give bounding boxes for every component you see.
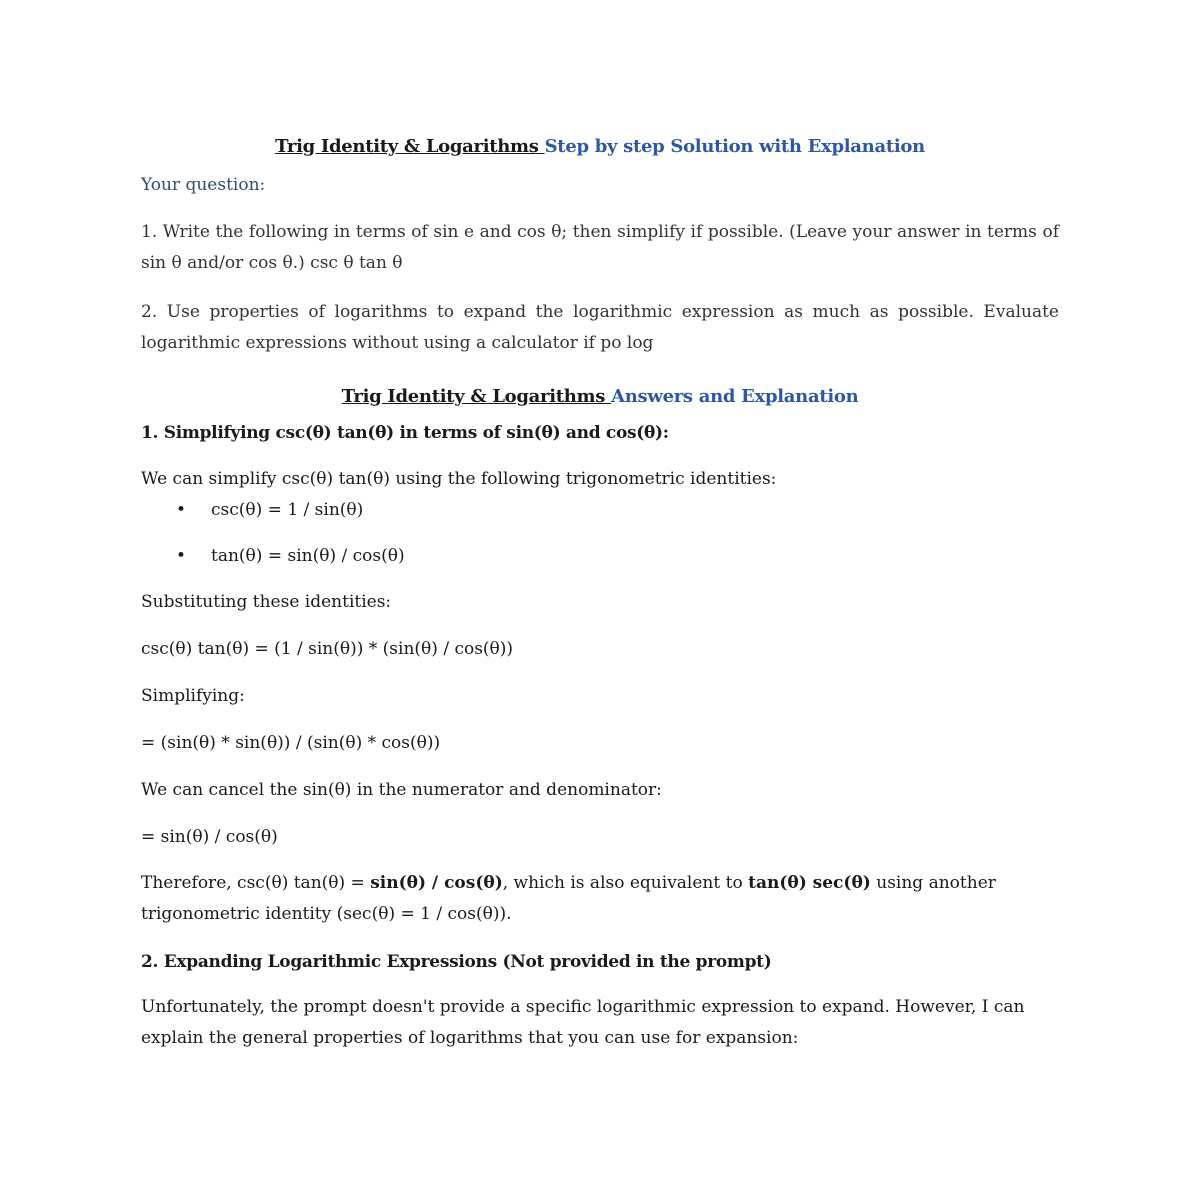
identity-list bbox=[141, 495, 1059, 571]
result-equation: = sin(θ) / cos(θ) bbox=[141, 827, 278, 847]
conclusion-result-bold: sin(θ) / cos(θ) bbox=[370, 873, 503, 893]
section-1-heading: 1. Simplifying csc(θ) tan(θ) in terms of sin(θ) and cos(θ): bbox=[141, 423, 669, 443]
identity-tan: tan(θ) = sin(θ) / cos(θ) bbox=[211, 546, 405, 566]
section-2-heading: 2. Expanding Logarithmic Expressions (Not provided in the prompt) bbox=[141, 952, 772, 972]
intro-text: We can simplify csc(θ) tan(θ) using the following trigonometric identities: bbox=[141, 469, 777, 489]
question-2: 2. Use properties of logarithms to expand the logarithmic expression as much as possible. Evaluate logarithmic expressions without using a calculator if po log bbox=[141, 302, 1059, 353]
conclusion-part: using another trigonometric identity (sec(θ) = 1 / cos(θ)). bbox=[141, 873, 996, 924]
conclusion-text bbox=[141, 868, 1059, 930]
answers-title-topic: Trig Identity & Logarithms bbox=[341, 386, 612, 407]
answers-title-subtitle: Answers and Explanation bbox=[611, 386, 859, 407]
substituting-label: Substituting these identities: bbox=[141, 592, 392, 612]
substitution-equation: csc(θ) tan(θ) = (1 / sin(θ)) * (sin(θ) / cos(θ)) bbox=[141, 639, 514, 659]
question-1: 1. Write the following in terms of sin e and cos θ; then simplify if possible. (Leave your answer in terms of sin θ and/or cos θ.) csc θ tan θ bbox=[141, 222, 1059, 273]
document-page bbox=[141, 130, 1059, 1054]
identity-csc: csc(θ) = 1 / sin(θ) bbox=[211, 500, 364, 520]
list-item bbox=[141, 541, 1059, 571]
document-title bbox=[141, 130, 1059, 164]
cancel-text: We can cancel the sin(θ) in the numerator and denominator: bbox=[141, 780, 662, 800]
conclusion-equivalent-bold: tan(θ) sec(θ) bbox=[748, 873, 871, 893]
conclusion-part: , which is also equivalent to bbox=[502, 873, 749, 893]
conclusion-part: Therefore, csc(θ) tan(θ) = bbox=[141, 873, 371, 893]
your-question-label: Your question: bbox=[141, 175, 266, 195]
closing-text: Unfortunately, the prompt doesn't provide a specific logarithmic expression to expand. However, I can explain the general properties of logarithms that you can use for expansion: bbox=[141, 997, 1025, 1048]
bullet-icon: • bbox=[176, 546, 187, 566]
simplified-equation: = (sin(θ) * sin(θ)) / (sin(θ) * cos(θ)) bbox=[141, 733, 441, 753]
title-topic: Trig Identity & Logarithms bbox=[275, 136, 545, 157]
bullet-icon: • bbox=[176, 500, 187, 520]
list-item bbox=[141, 495, 1059, 525]
title-subtitle: Step by step Solution with Explanation bbox=[544, 136, 925, 157]
answers-title bbox=[141, 380, 1059, 414]
simplifying-label: Simplifying: bbox=[141, 686, 245, 706]
